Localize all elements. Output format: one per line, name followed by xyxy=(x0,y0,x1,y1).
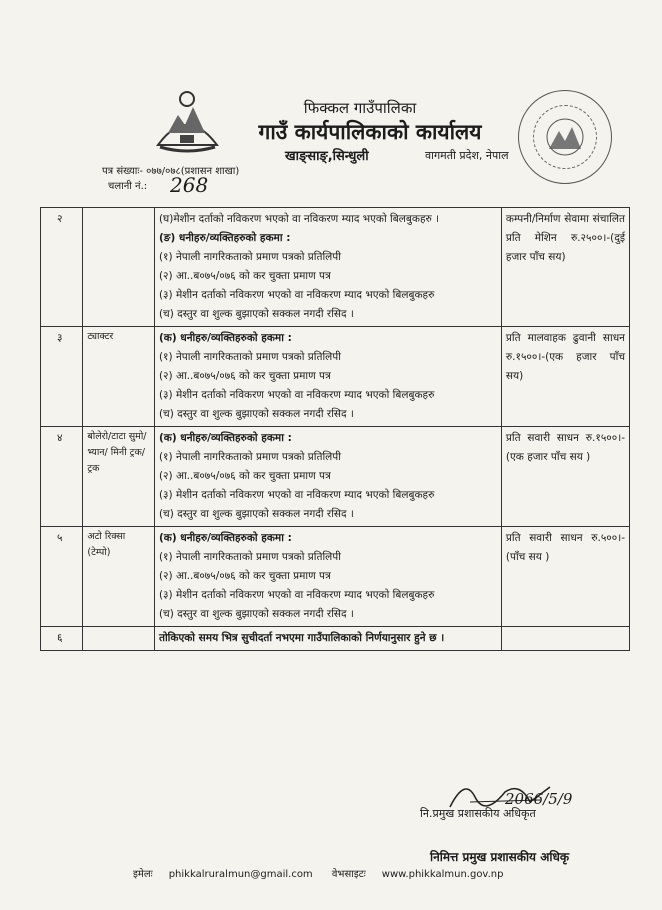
requirement-line: (च) दस्तुर वा शुल्क बुझाएको सक्कल नगदी रसिद । xyxy=(158,308,354,320)
requirement-line: (क) धनीहरु/व्यक्तिहरुको हकमा : xyxy=(158,432,292,444)
vehicle-type: बोलेरो/टाटा सुमो/भ्यान/ मिनी ट्रक/ट्रक xyxy=(83,427,155,527)
municipality-name: फिक्कल गाउँपालिका xyxy=(303,99,417,117)
fee-cell: प्रति मालवाहक ढुवानी साधन रु.१५००।-(एक हजार पाँच सय) xyxy=(501,327,629,427)
requirement-line: (च) दस्तुर वा शुल्क बुझाएको सक्कल नगदी रसिद । xyxy=(158,608,354,620)
requirements-cell xyxy=(154,327,501,427)
table-row xyxy=(41,327,630,427)
serial-number: २ xyxy=(41,208,83,327)
vehicle-type: अटो रिक्सा (टेम्पो) xyxy=(83,527,155,627)
nepal-emblem-icon xyxy=(150,85,225,155)
email-link[interactable]: phikkalruralmun@gmail.com xyxy=(168,869,313,880)
dispatch-label: चलानी नं.: xyxy=(108,181,148,192)
requirements-cell xyxy=(154,527,501,627)
requirement-line: (क) धनीहरु/व्यक्तिहरुको हकमा : xyxy=(158,532,292,544)
table-row xyxy=(41,627,630,651)
fee-cell: प्रति सवारी साधन रु.१५००।-(एक हजार पाँच सय ) xyxy=(501,427,629,527)
requirement-line: (क) धनीहरु/व्यक्तिहरुको हकमा : xyxy=(158,332,292,344)
requirement-line: (१) नेपाली नागरिकताको प्रमाण पत्रको प्रतिलिपी xyxy=(158,451,341,463)
email-label: इमेलः xyxy=(133,869,153,880)
requirement-line: (२) आ..ब०७५/०७६ को कर चुक्ता प्रमाण पत्र xyxy=(158,570,331,582)
requirements-cell xyxy=(154,208,501,327)
requirement-line: (२) आ..ब०७५/०७६ को कर चुक्ता प्रमाण पत्र xyxy=(158,270,331,282)
web-label: वेभसाइटः xyxy=(331,869,366,880)
footer xyxy=(133,866,519,880)
requirement-line: (२) आ..ब०७५/०७६ को कर चुक्ता प्रमाण पत्र xyxy=(158,470,331,482)
table-row xyxy=(41,427,630,527)
dispatch-number: 268 xyxy=(170,173,209,197)
serial-number: ३ xyxy=(41,327,83,427)
serial-number: ६ xyxy=(41,627,83,651)
serial-number: ५ xyxy=(41,527,83,627)
requirement-line: (ङ) धनीहरु/व्यक्तिहरुको हकमा : xyxy=(158,232,291,244)
website-link[interactable]: www.phikkalmun.gov.np xyxy=(381,869,504,880)
vehicle-type xyxy=(83,208,155,327)
requirement-line: (३) मेशीन दर्ताको नविकरण भएको वा नविकरण म्याद भएको बिलबुकहरु xyxy=(158,289,435,301)
requirement-line: (३) मेशीन दर्ताको नविकरण भएको वा नविकरण म्याद भएको बिलबुकहरु xyxy=(158,589,435,601)
signatory-title: नि.प्रमुख प्रशासकीय अधिकृत xyxy=(420,807,536,820)
requirements-cell xyxy=(154,627,501,651)
requirement-line: (च) दस्तुर वा शुल्क बुझाएको सक्कल नगदी रसिद । xyxy=(158,508,354,520)
province-address: वागमती प्रदेश, नेपाल xyxy=(425,149,509,162)
requirement-line: (२) आ..ब०७५/०७६ को कर चुक्ता प्रमाण पत्र xyxy=(158,370,331,382)
vehicle-type xyxy=(83,627,155,651)
requirement-line: (घ)मेशीन दर्ताको नविकरण भएको वा नविकरण म्याद भएको बिलबुकहरु । xyxy=(158,213,440,225)
office-address: खाङ्साङ्,सिन्धुली xyxy=(285,149,369,164)
requirement-line: (३) मेशीन दर्ताको नविकरण भएको वा नविकरण म्याद भएको बिलबुकहरु xyxy=(158,389,435,401)
vehicle-type: ट्याक्टर xyxy=(83,327,155,427)
signature-date: 2066/5/9 xyxy=(505,790,573,808)
serial-number: ४ xyxy=(41,427,83,527)
table-row xyxy=(41,208,630,327)
requirement-line: (च) दस्तुर वा शुल्क बुझाएको सक्कल नगदी रसिद । xyxy=(158,408,354,420)
document-table xyxy=(40,207,630,651)
letter-number: पत्र संख्याः- ०७७/०७८(प्रशासन शाखा) xyxy=(102,166,240,177)
requirements-cell xyxy=(154,427,501,527)
requirement-line: (१) नेपाली नागरिकताको प्रमाण पत्रको प्रतिलिपी xyxy=(158,551,341,563)
fee-cell: कम्पनी/निर्माण सेवामा संचालित प्रति मेशिन रु.२५००।-(दुई हजार पाँच सय) xyxy=(501,208,629,327)
fee-cell: प्रति सवारी साधन रु.५००।-(पाँच सय ) xyxy=(501,527,629,627)
requirement-line: तोकिएको समय भित्र सुचीदर्ता नभएमा गाउँपालिकाको निर्णयानुसार हुने छ । xyxy=(158,632,445,644)
requirement-line: (१) नेपाली नागरिकताको प्रमाण पत्रको प्रतिलिपी xyxy=(158,251,341,263)
officer-stamp: निमित्त प्रमुख प्रशासकीय अधिकृ xyxy=(430,850,570,864)
requirement-line: (३) मेशीन दर्ताको नविकरण भएको वा नविकरण म्याद भएको बिलबुकहरु xyxy=(158,489,435,501)
office-seal-icon xyxy=(518,90,612,184)
office-title: गाउँ कार्यपालिकाको कार्यालय xyxy=(258,120,482,144)
requirement-line: (१) नेपाली नागरिकताको प्रमाण पत्रको प्रतिलिपी xyxy=(158,351,341,363)
fee-cell xyxy=(501,627,629,651)
table-row xyxy=(41,527,630,627)
